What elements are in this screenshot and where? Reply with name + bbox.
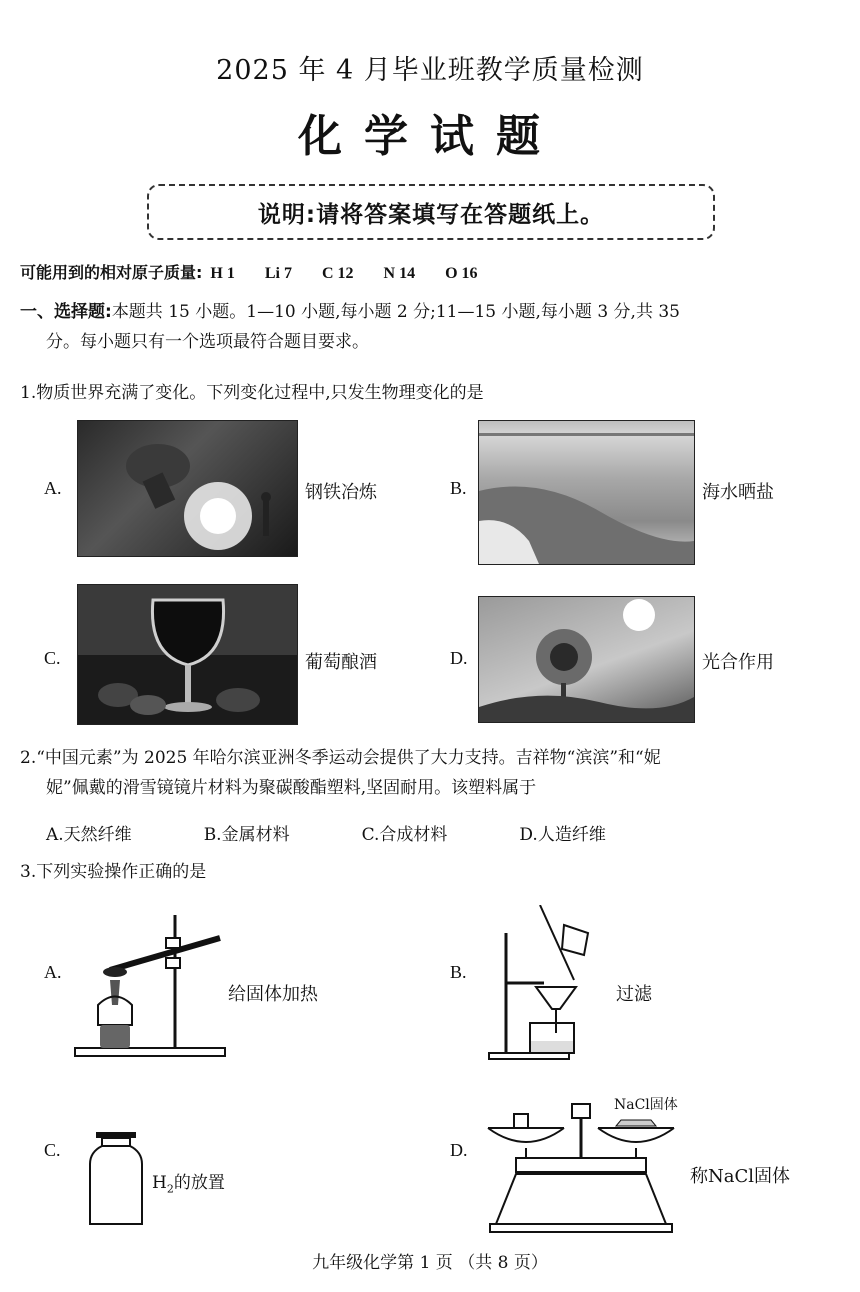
q3-option-d-label: NaCl固体 [614,1097,678,1113]
q3-option-d-caption: 称NaCl固体 [690,1166,791,1187]
atomic-mass-line [20,260,500,283]
q1-option-b-letter: B. [450,478,467,498]
subject-title: 化学试题 [298,111,562,162]
heating-solid-apparatus [70,910,230,1062]
section-one-heading: 一、选择题: [20,302,112,322]
filtration-apparatus [484,905,594,1065]
question-2-stem [20,743,850,803]
sunflower-image [479,597,694,722]
q1-photo-sea-salt [478,420,695,565]
exam-title: 2025 年 4 月毕业班教学质量检测 [216,55,644,86]
section-one-line2: 分。每小题只有一个选项最符合题目要求。 [46,332,369,352]
q1-option-c-letter: C. [44,648,61,668]
q1-photo-steel-smelting [77,420,298,557]
q1-option-a-letter: A. [44,478,62,498]
instruction-box [147,184,715,240]
gas-jar-apparatus [86,1128,146,1228]
question-1-stem: 1.物质世界充满了变化。下列变化过程中,只发生物理变化的是 [20,383,484,403]
q1-option-d-caption: 光合作用 [702,652,774,673]
atomic-mass-li: Li 7 [264,265,292,282]
atomic-mass-n: N 14 [383,265,416,282]
sea-salt-image [479,421,694,564]
question-2-line2: 妮”佩戴的滑雪镜镜片材料为聚碳酸酯塑料,坚固耐用。该塑料属于 [46,778,537,798]
wine-glass-image [78,585,297,724]
q3-option-b-caption: 过滤 [616,984,652,1005]
balance-apparatus [486,1096,676,1236]
question-3-stem: 3.下列实验操作正确的是 [20,862,207,882]
q1-option-d-letter: D. [450,648,468,668]
atomic-mass-label: 可能用到的相对原子质量: [20,263,203,282]
page-footer: 九年级化学第 1 页 （共 8 页） [312,1253,548,1273]
instruction-text: 说明:请将答案填写在答题纸上。 [257,201,605,228]
q3-option-c-formula: H [152,1173,167,1193]
q1-option-c-caption: 葡萄酿酒 [305,652,377,673]
q1-option-b-caption: 海水晒盐 [702,482,774,503]
steel-smelting-image [78,421,297,556]
q1-photo-photosynthesis [478,596,695,723]
question-2-options [46,820,806,845]
atomic-mass-o: O 16 [445,265,478,282]
section-one-line1: 本题共 15 小题。1—10 小题,每小题 2 分;11—15 小题,每小题 3 分,共 35 [111,302,680,322]
q3-option-c-caption-text: 的放置 [173,1173,225,1193]
atomic-mass-h: H 1 [210,265,235,282]
section-one-intro [20,297,845,357]
q3-option-d-letter: D. [450,1140,468,1160]
q1-photo-wine-making [77,584,298,725]
q3-option-c-subscript: 2 [166,1182,174,1196]
q2-option-a: A.天然纤维 [46,825,132,845]
question-2-line1: 2.“中国元素”为 2025 年哈尔滨亚洲冬季运动会提供了大力支持。吉祥物“滨滨”和“妮 [20,748,661,768]
q3-option-a-letter: A. [44,962,62,982]
q3-option-c-letter: C. [44,1140,61,1160]
q2-option-c: C.合成材料 [361,825,448,845]
q3-option-b-letter: B. [450,962,467,982]
q1-option-a-caption: 钢铁冶炼 [305,482,377,503]
q2-option-b: B.金属材料 [203,825,290,845]
q2-option-d: D.人造纤维 [519,825,606,845]
q3-option-c-caption [152,1168,225,1195]
atomic-mass-c: C 12 [321,265,354,282]
q3-option-a-caption: 给固体加热 [228,984,318,1005]
